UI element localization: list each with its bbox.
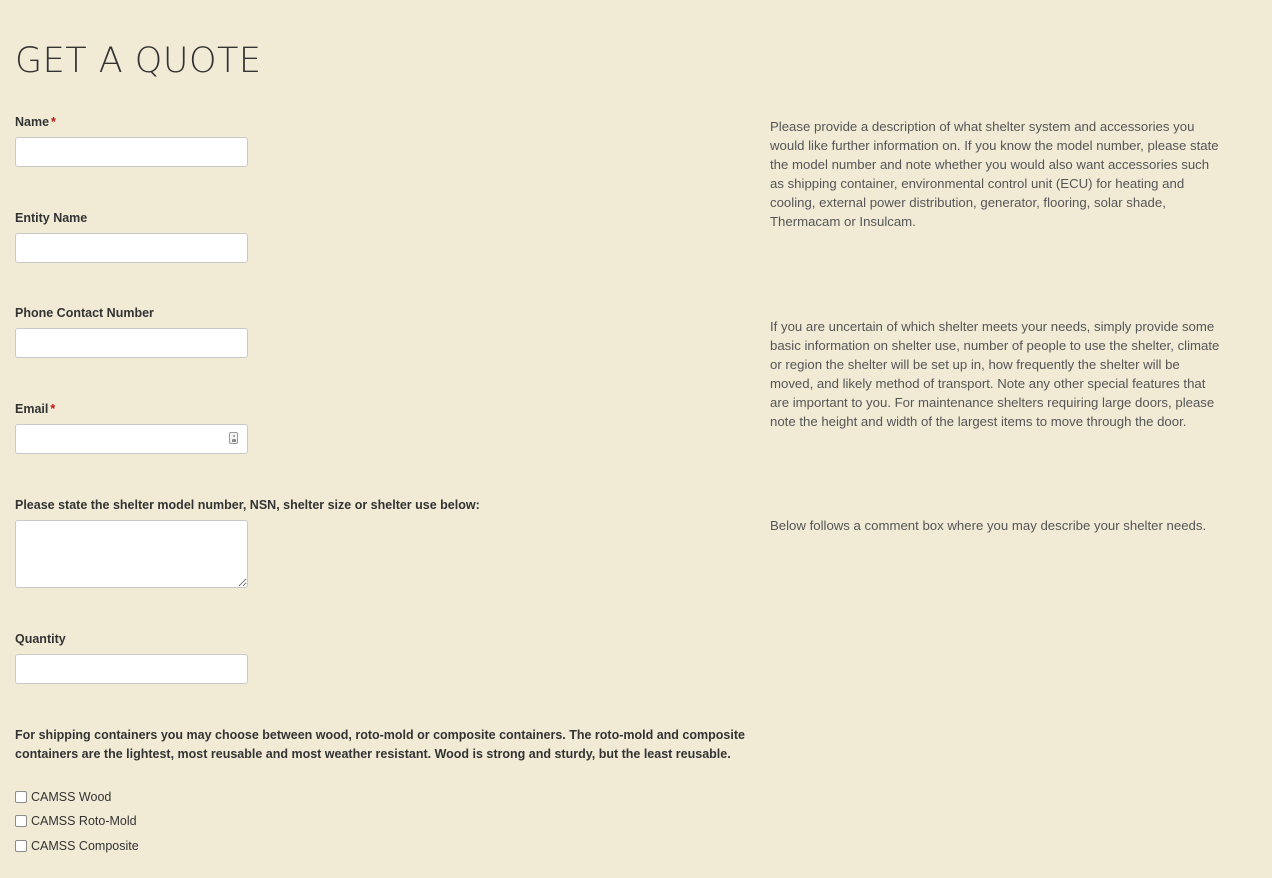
camss-roto-mold-label[interactable]: CAMSS Roto-Mold — [31, 814, 137, 828]
info-paragraph-uncertain: If you are uncertain of which shelter meets your needs, simply provide some basic information on shelter use, number of people to use the shelter, climate or region the shelter will be set up in, how frequently the shelter will be moved, and likely method of transport. Note any other special features that are important to you. For maintenance shelters requiring large doors, please note the height and width of the largest items to move through the door. — [770, 319, 1220, 429]
camss-wood-label[interactable]: CAMSS Wood — [31, 790, 112, 804]
quantity-label: Quantity — [15, 632, 66, 646]
entity-name-input[interactable] — [15, 233, 248, 263]
camss-composite-checkbox[interactable] — [15, 840, 27, 852]
option-camss-wood[interactable] — [15, 789, 111, 805]
option-camss-roto-mold[interactable] — [15, 813, 137, 829]
required-star: * — [51, 115, 56, 129]
shelter-details-label: Please state the shelter model number, NSN, shelter size or shelter use below: — [15, 498, 480, 512]
option-camss-composite[interactable] — [15, 838, 139, 854]
camss-roto-mold-checkbox[interactable] — [15, 815, 27, 827]
camss-composite-label[interactable]: CAMSS Composite — [31, 839, 139, 853]
email-label-text: Email — [15, 402, 49, 416]
shelter-details-textarea[interactable] — [15, 520, 248, 588]
page-title: GET A QUOTE — [15, 41, 262, 81]
required-star: * — [50, 402, 56, 416]
name-label — [15, 114, 56, 130]
phone-label: Phone Contact Number — [15, 306, 154, 320]
email-input[interactable] — [15, 424, 248, 454]
email-label — [15, 401, 55, 417]
camss-wood-checkbox[interactable] — [15, 791, 27, 803]
quantity-input[interactable] — [15, 654, 248, 684]
entity-name-label: Entity Name — [15, 211, 88, 225]
name-label-text: Name — [15, 115, 50, 129]
phone-input[interactable] — [15, 328, 248, 358]
contact-card-icon[interactable] — [229, 432, 238, 444]
shipping-container-note: For shipping containers you may choose between wood, roto-mold or composite containers. The roto-mold and composite containers are the lightest, most reusable and most weather resistant. Wood is strong and sturdy, but the least reusable. — [15, 728, 745, 761]
info-paragraph-description: Please provide a description of what shelter system and accessories you would like further information on. If you know the model number, please state the model number and note whether you would also want accessories such as shipping container, environmental control unit (ECU) for heating and cooling, external power distribution, generator, flooring, solar shade, Thermacam or Insulcam. — [770, 119, 1219, 229]
info-paragraph-comment-box: Below follows a comment box where you may describe your shelter needs. — [770, 518, 1207, 533]
name-input[interactable] — [15, 137, 248, 167]
